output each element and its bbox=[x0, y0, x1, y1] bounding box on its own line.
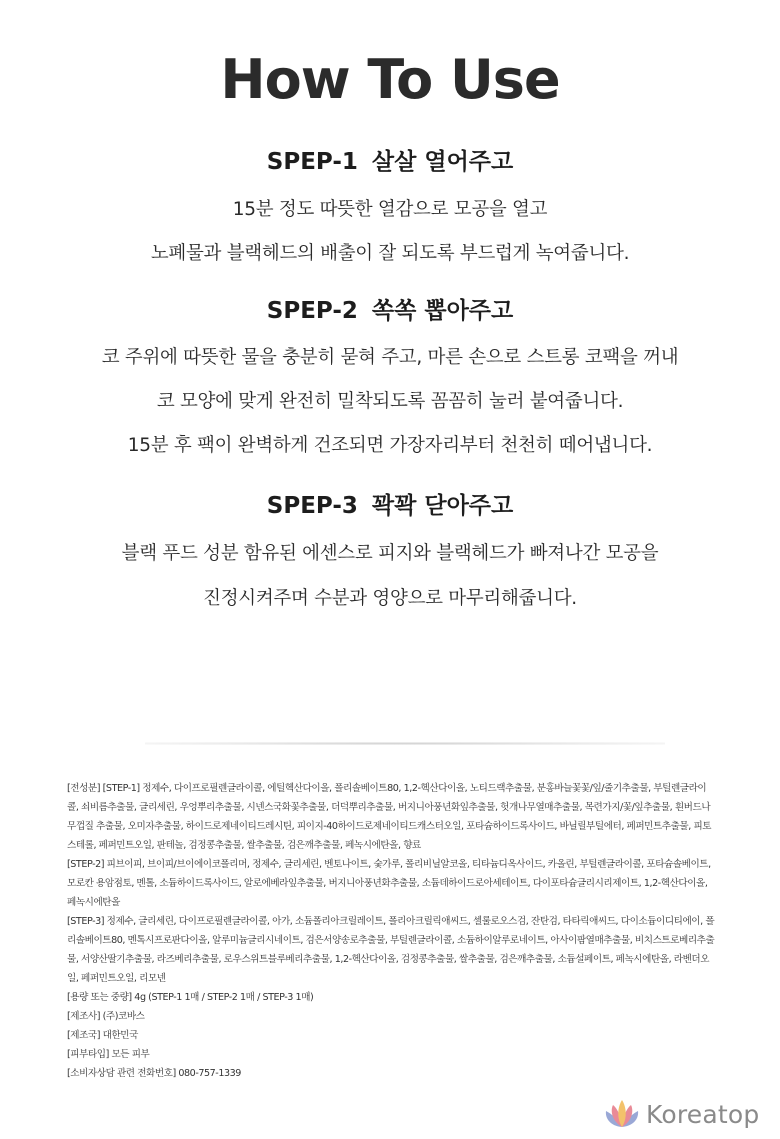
step-3-line: 블랙 푸드 성분 함유된 에센스로 피지와 블랙헤드가 빠져나간 모공을 bbox=[121, 543, 659, 564]
lotus-icon bbox=[604, 1098, 640, 1130]
manufacturer-info: [제조사] (주)코바스 bbox=[67, 1011, 145, 1022]
step-1 bbox=[0, 143, 780, 265]
step-2-line: 코 모양에 맞게 완전히 밀착되도록 꼼꼼히 눌러 붙여줍니다. bbox=[156, 391, 624, 412]
skin-type-info: [피부타입] 모든 피부 bbox=[67, 1049, 150, 1060]
step-2 bbox=[0, 292, 780, 457]
step-2-heading bbox=[0, 292, 780, 325]
step-1-name: 살살 열어주고 bbox=[371, 149, 514, 175]
step-2-name: 쏙쏙 뽑아주고 bbox=[371, 298, 514, 324]
ingredients-step-3: [STEP-3] 정제수, 글리세린, 다이프로필렌글라이콜, 아가, 소듐폴리아크릴레이트, 폴리아크릴릭애씨드, 셀룰로오스검, 잔탄검, 타타릭애씨드, 다이소듐이디티에이, 폴리솔베이트80, 멘톡시프로판다이올, 알루미늄글리시네이트, 검은서양송로추출물, 부틸렌글라이콜, 소듐하이알루로네이트, 아사이팜열매추출물, 비치스트로베리추출물, 서양산딸기추출물, 라즈베리추출물, 로우스위트블루베리추출물, 1,2-헥산다이올, 검정콩추출물, 쌀추출물, 검은깨추출물, 소듐설페이트, 페녹시에탄올, 라벤더오일, 페퍼민트오일, 리모넨 bbox=[67, 916, 715, 984]
step-3-line: 진정시켜주며 수분과 영양으로 마무리해줍니다. bbox=[203, 588, 577, 609]
step-1-code: SPEP-1 bbox=[266, 149, 358, 175]
section-divider bbox=[145, 742, 665, 745]
step-3 bbox=[0, 487, 780, 610]
step-1-line: 15분 정도 따뜻한 열감으로 모공을 열고 bbox=[232, 199, 548, 220]
ingredients-section bbox=[67, 779, 717, 1083]
step-3-heading bbox=[0, 487, 780, 520]
country-info: [제조국] 대한민국 bbox=[67, 1030, 138, 1041]
phone-info: [소비자상담 관련 전화번호] 080-757-1339 bbox=[67, 1068, 241, 1079]
koreatop-logo bbox=[604, 1096, 759, 1132]
step-2-code: SPEP-2 bbox=[266, 298, 358, 324]
page-title: How To Use bbox=[220, 48, 560, 111]
step-1-heading bbox=[0, 143, 780, 176]
step-3-name: 꽉꽉 닫아주고 bbox=[371, 493, 514, 519]
logo-text: Koreatop bbox=[646, 1099, 760, 1129]
ingredients-step-1: [전성분] [STEP-1] 정제수, 다이프로필렌글라이콜, 에틸헥산다이올, 폴리솔베이트80, 1,2-헥산다이올, 노티드랙추출물, 분홍바늘꽃꽃/잎/줄기추출물, 부틸렌글라이콜, 쇠비름추출물, 글리세린, 우엉뿌리추출물, 시넨스국화꽃추출물, 더덕뿌리추출물, 버지니아풍년화잎추출물, 헛개나무열매추출물, 목련가지/꽃/잎추출물, 흰버드나무껍질 추출물, 오미자추출물, 하이드로제네이티드레시틴, 피이지-40하이드로제네이티드캐스터오일, 포타슘하이드록사이드, 바닐릴부틸에터, 페퍼민트추출물, 피토스테롤, 페퍼민트오일, 판테놀, 검정콩추출물, 쌀추출물, 검은깨추출물, 페녹시에탄올, 향료 bbox=[67, 783, 712, 851]
volume-info: [용량 또는 중량] 4g (STEP-1 1매 / STEP-2 1매 / STEP-3 1매) bbox=[67, 992, 314, 1003]
step-1-line: 노폐물과 블랙헤드의 배출이 잘 되도록 부드럽게 녹여줍니다. bbox=[150, 243, 630, 264]
step-2-line: 코 주위에 따뜻한 물을 충분히 묻혀 주고, 마른 손으로 스트롱 코팩을 꺼내 bbox=[101, 347, 679, 368]
step-2-line: 15분 후 팩이 완벽하게 건조되면 가장자리부터 천천히 떼어냅니다. bbox=[127, 435, 653, 456]
ingredients-step-2: [STEP-2] 피브이피, 브이피/브이에이코폴리머, 정제수, 글리세린, 벤토나이트, 숯가루, 폴리비닐알코올, 티타늄디옥사이드, 카올린, 부틸렌글라이콜, 포타슘솔베이트, 모로칸 용암점토, 멘톨, 소듐하이드록사이드, 알로에베라잎추출물, 버지니아풍년화추출물, 소듐데하이드로아세테이트, 다이포타슘글리시리제이트, 1,2-헥산다이올, 페녹시에탄올 bbox=[67, 859, 711, 908]
step-3-code: SPEP-3 bbox=[266, 493, 358, 519]
